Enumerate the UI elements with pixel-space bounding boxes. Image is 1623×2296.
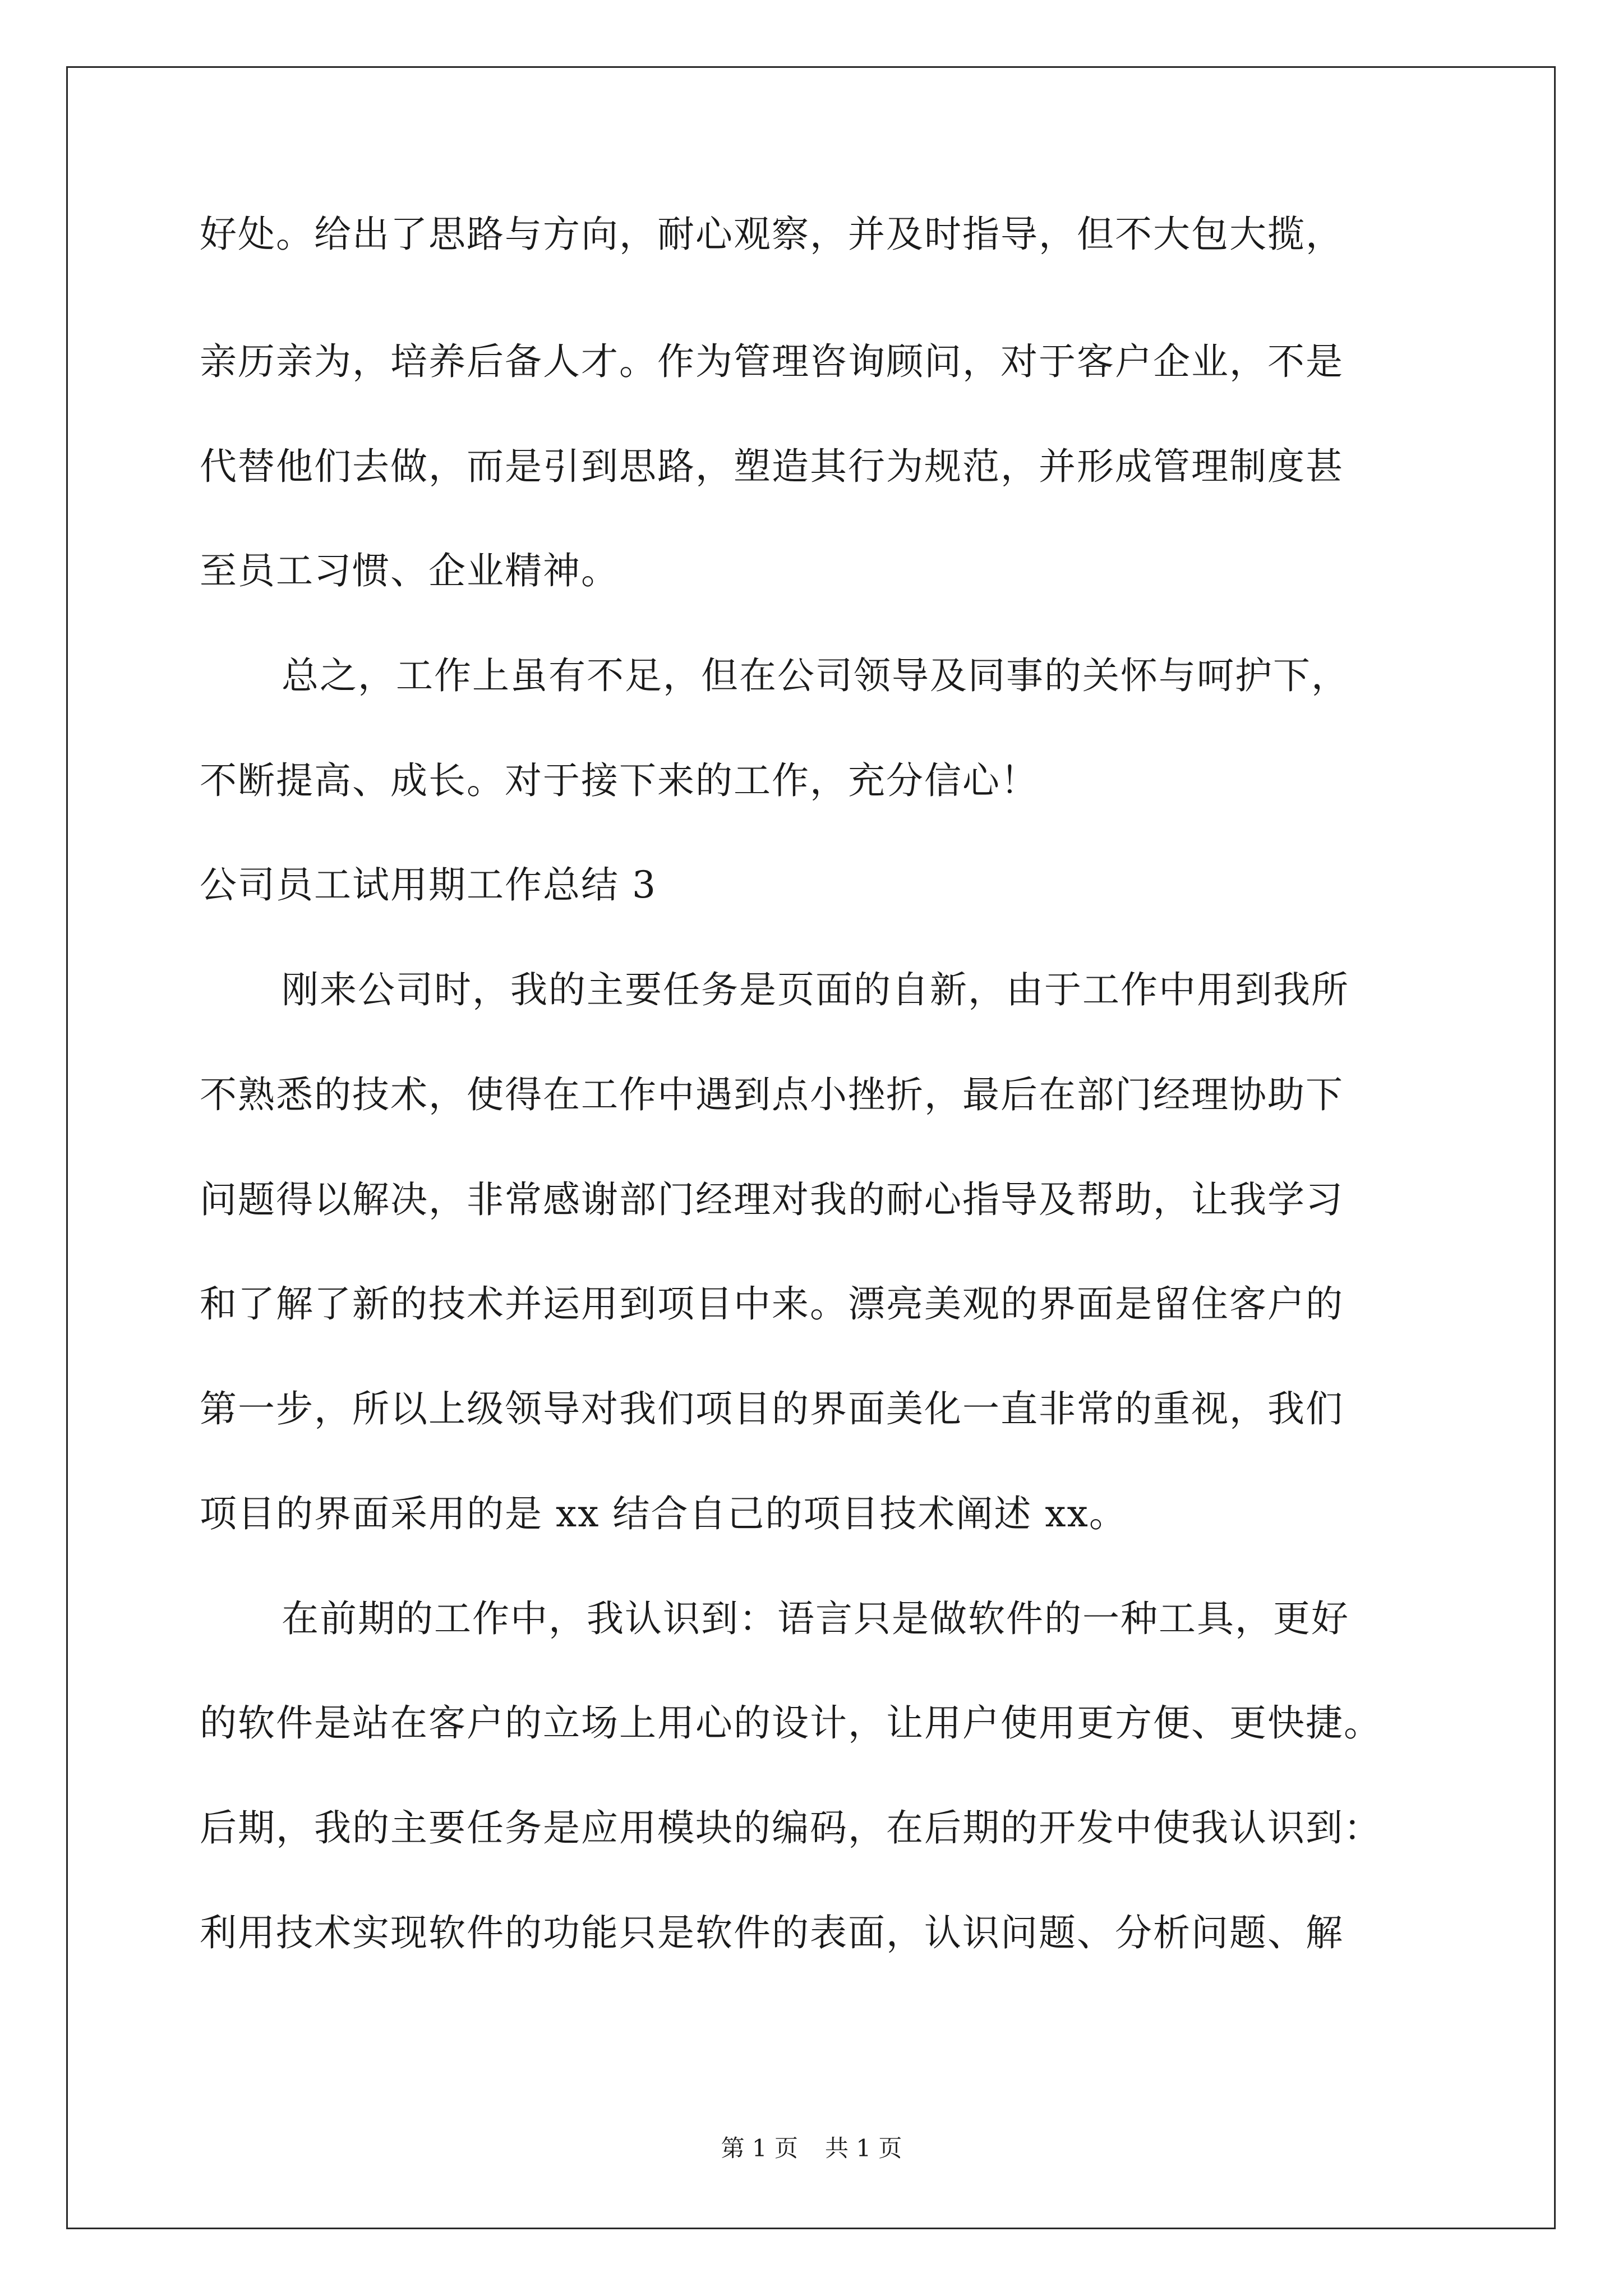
page-border: [66, 66, 1556, 2229]
text-line: 项目的界面采用的是 xx 结合自己的项目技术阐述 xx。: [200, 1492, 1127, 1535]
text-line: 至员工习惯、企业精神。: [200, 549, 619, 592]
text-line: 不熟悉的技术，使得在工作中遇到点小挫折，最后在部门经理协助下: [200, 1073, 1344, 1116]
text-line: 代替他们去做，而是引到思路，塑造其行为规范，并形成管理制度甚: [200, 445, 1344, 488]
text-line: 好处。给出了思路与方向，耐心观察，并及时指导，但不大包大揽，: [200, 213, 1344, 256]
section-heading: 公司员工试用期工作总结 3: [200, 863, 657, 907]
text-line: 第一步，所以上级领导对我们项目的界面美化一直非常的重视，我们: [200, 1387, 1344, 1430]
text-line: 利用技术实现软件的功能只是软件的表面，认识问题、分析问题、解: [200, 1911, 1344, 1954]
text-line: 不断提高、成长。对于接下来的工作，充分信心！: [200, 759, 1039, 802]
paragraph-start-line: 刚来公司时，我的主要任务是页面的自新，由于工作中用到我所: [282, 968, 1349, 1011]
text-line: 亲历亲为，培养后备人才。作为管理咨询顾问，对于客户企业，不是: [200, 340, 1344, 383]
text-line: 问题得以解决，非常感谢部门经理对我的耐心指导及帮助，让我学习: [200, 1178, 1344, 1221]
page-footer: [0, 2133, 1623, 2164]
text-line: 后期，我的主要任务是应用模块的编码，在后期的开发中使我认识到：: [200, 1806, 1382, 1849]
paragraph-start-line: 在前期的工作中，我认识到：语言只是做软件的一种工具，更好: [282, 1597, 1349, 1640]
page-number: 第 1 页: [721, 2134, 798, 2162]
paragraph-start-line: 总之，工作上虽有不足，但在公司领导及同事的关怀与呵护下，: [282, 654, 1349, 697]
page-total: 共 1 页: [825, 2134, 902, 2162]
text-line: 和了解了新的技术并运用到项目中来。漂亮美观的界面是留住客户的: [200, 1282, 1344, 1326]
text-line: 的软件是站在客户的立场上用心的设计，让用户使用更方便、更快捷。: [200, 1701, 1382, 1745]
